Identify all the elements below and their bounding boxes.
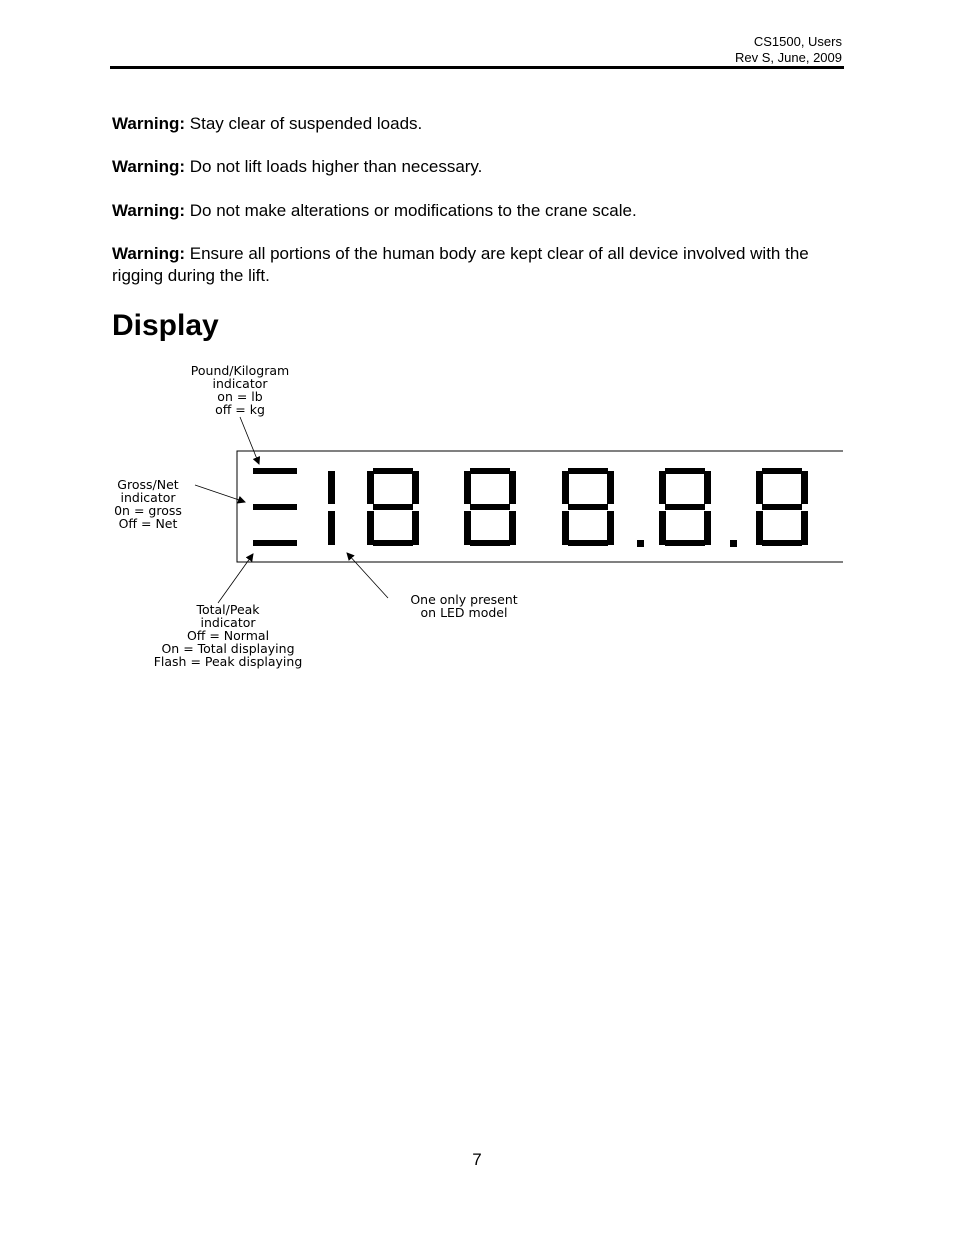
label-line: indicator [120,490,176,505]
label-line: Total/Peak [196,602,260,617]
header-doc-title: CS1500, Users [753,34,842,49]
digit-one-upper [328,471,335,504]
warning-2 [112,156,832,178]
section-title: Display [112,309,219,342]
warning-label: Warning: [112,201,186,220]
decimal-point [637,540,644,547]
gross-net-bar [253,504,297,510]
total-peak-bar [253,540,297,546]
gross-net-label [114,477,182,531]
label-line: off = kg [215,402,265,417]
label-line: On = Total displaying [161,641,295,656]
warning-text: Stay clear of suspended loads. [189,114,423,133]
warning-label: Warning: [112,244,186,263]
page-number: 7 [472,1150,482,1169]
seven-segment-digit [464,468,516,546]
warning-text: Do not lift loads higher than necessary. [189,157,483,176]
label-line: Off = Net [118,516,178,531]
label-line: One only present [410,592,518,607]
header-revision: Rev S, June, 2009 [735,50,842,65]
label-line: Pound/Kilogram [190,363,290,378]
label-line: on LED model [420,605,508,620]
total-peak-label [154,602,303,669]
warning-text: Ensure all portions of the human body are kept clear of all device involved with the rigging during the lift. [112,244,809,285]
label-line: on = lb [217,389,263,404]
seven-segment-digit [659,468,711,546]
display-diagram [0,355,954,685]
warning-label: Warning: [112,114,186,133]
warning-3 [112,200,832,222]
led-note-label [410,592,517,620]
pound-kilogram-label [191,363,289,417]
label-line: Flash = Peak displaying [153,654,303,669]
pound-kilogram-bar [253,468,297,474]
label-line: 0n = gross [114,503,182,518]
label-line: indicator [200,615,256,630]
warning-4 [112,243,832,287]
page-header [735,34,842,66]
label-line: Off = Normal [186,628,270,643]
display-outline [237,451,843,562]
warning-1 [112,113,832,135]
total-peak-arrow [218,554,253,603]
led-note-arrow [347,553,388,598]
warning-label: Warning: [112,157,186,176]
header-rule [110,66,844,69]
warning-text: Do not make alterations or modifications to the crane scale. [189,201,637,220]
decimal-point [730,540,737,547]
seven-segment-digit [367,468,419,546]
label-line: indicator [212,376,268,391]
digit-one-lower [328,511,335,545]
pound-kilogram-arrow [240,417,259,464]
seven-segment-digit [562,468,614,546]
seven-segment-digit [756,468,808,546]
label-line: Gross/Net [117,477,179,492]
